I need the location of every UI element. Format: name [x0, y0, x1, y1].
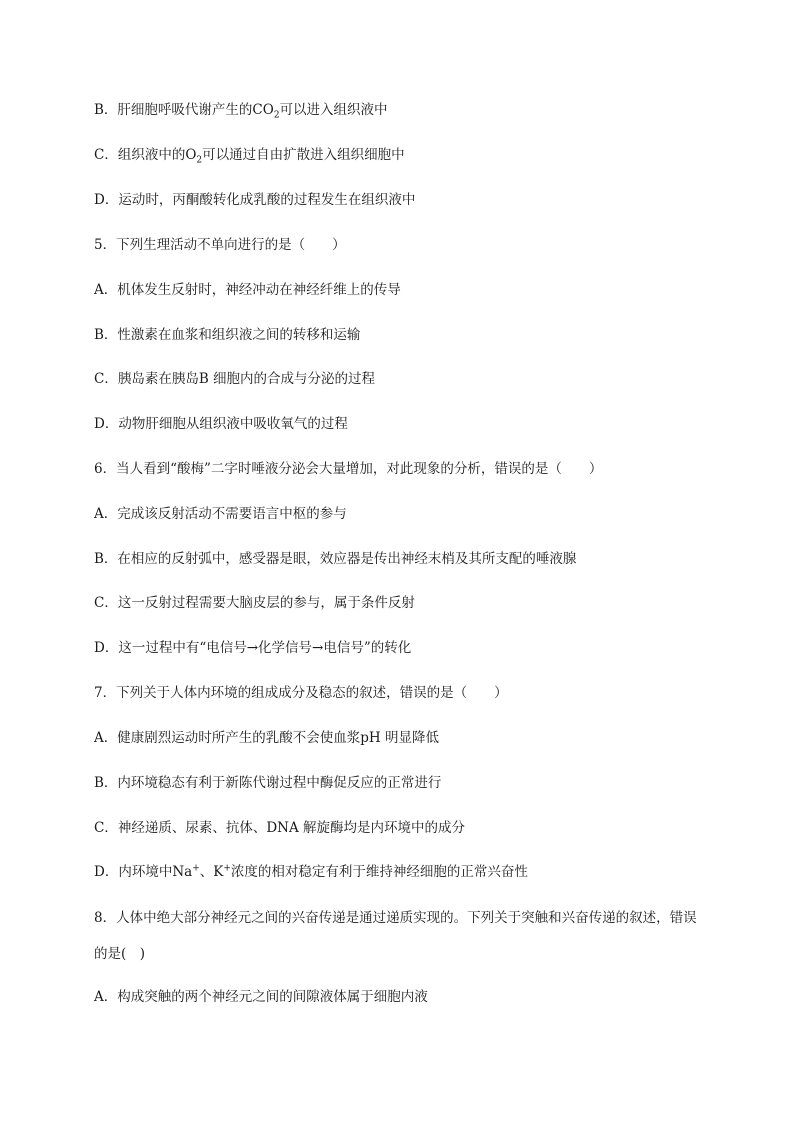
q4-option-b-text-end: 可以进入组织液中 — [279, 102, 388, 118]
q6-option-b: B．在相应的反射弧中，感受器是眼，效应器是传出神经末梢及其所支配的唾液腺 — [94, 551, 577, 567]
q5-option-a: A．机体发生反射时，神经冲动在神经纤维上的传导 — [94, 282, 401, 298]
q7-option-c: C．神经递质、尿素、抗体、DNA 解旋酶均是内环境中的成分 — [94, 820, 466, 836]
q4-option-c-subscript: 2 — [196, 155, 203, 166]
q4-option-d: D．运动时，丙酮酸转化成乳酸的过程发生在组织液中 — [94, 192, 416, 208]
q4-option-c-text: C．组织液中的O — [94, 147, 197, 163]
q7-option-b: B．内环境稳态有利于新陈代谢过程中酶促反应的正常进行 — [94, 775, 442, 791]
q7-option-d-text-end: 浓度的相对稳定有利于维持神经细胞的正常兴奋性 — [230, 864, 528, 880]
q7-option-d — [94, 863, 714, 881]
q6-option-c: C．这一反射过程需要大脑皮层的参与，属于条件反射 — [94, 595, 415, 611]
q6-option-d: D．这一过程中有“电信号→化学信号→电信号”的转化 — [94, 640, 412, 656]
q7-option-d-text: D．内环境中Na — [94, 864, 193, 880]
q4-option-b-text: B．肝细胞呼吸代谢产生的CO — [94, 102, 274, 118]
q5-option-c: C．胰岛素在胰岛B 细胞内的合成与分泌的过程 — [94, 371, 376, 387]
q4-option-c — [94, 146, 714, 164]
q7-stem: 7．下列关于人体内环境的组成成分及稳态的叙述，错误的是（ ） — [94, 685, 508, 701]
q4-option-b-subscript: 2 — [273, 110, 280, 121]
q6-stem: 6．当人看到“酸梅”二字时唾液分泌会大量增加，对此现象的分析，错误的是（ ） — [94, 461, 603, 477]
q5-stem: 5．下列生理活动不单向进行的是（ ） — [94, 237, 346, 253]
q6-option-a: A．完成该反射活动不需要语言中枢的参与 — [94, 506, 347, 522]
q4-option-b — [94, 101, 714, 119]
q5-option-d: D．动物肝细胞从组织液中吸收氧气的过程 — [94, 416, 348, 432]
q8-stem: 8．人体中绝大部分神经元之间的兴奋传递是通过递质实现的。下列关于突触和兴奋传递的叙述，错误的是( ) — [94, 910, 697, 962]
q8-option-a: A．构成突触的两个神经元之间的间隙液体属于细胞内液 — [94, 989, 428, 1005]
q7-option-d-superscript-na: + — [192, 863, 200, 874]
q7-option-a: A．健康剧烈运动时所产生的乳酸不会使血浆pH 明显降低 — [94, 730, 439, 746]
q7-option-d-text-mid: 、K — [199, 864, 224, 880]
q5-option-b: B．性激素在血浆和组织液之间的转移和运输 — [94, 327, 361, 343]
q7-option-d-superscript-k: + — [223, 863, 231, 874]
q4-option-c-text-end: 可以通过自由扩散进入组织细胞中 — [202, 147, 405, 163]
